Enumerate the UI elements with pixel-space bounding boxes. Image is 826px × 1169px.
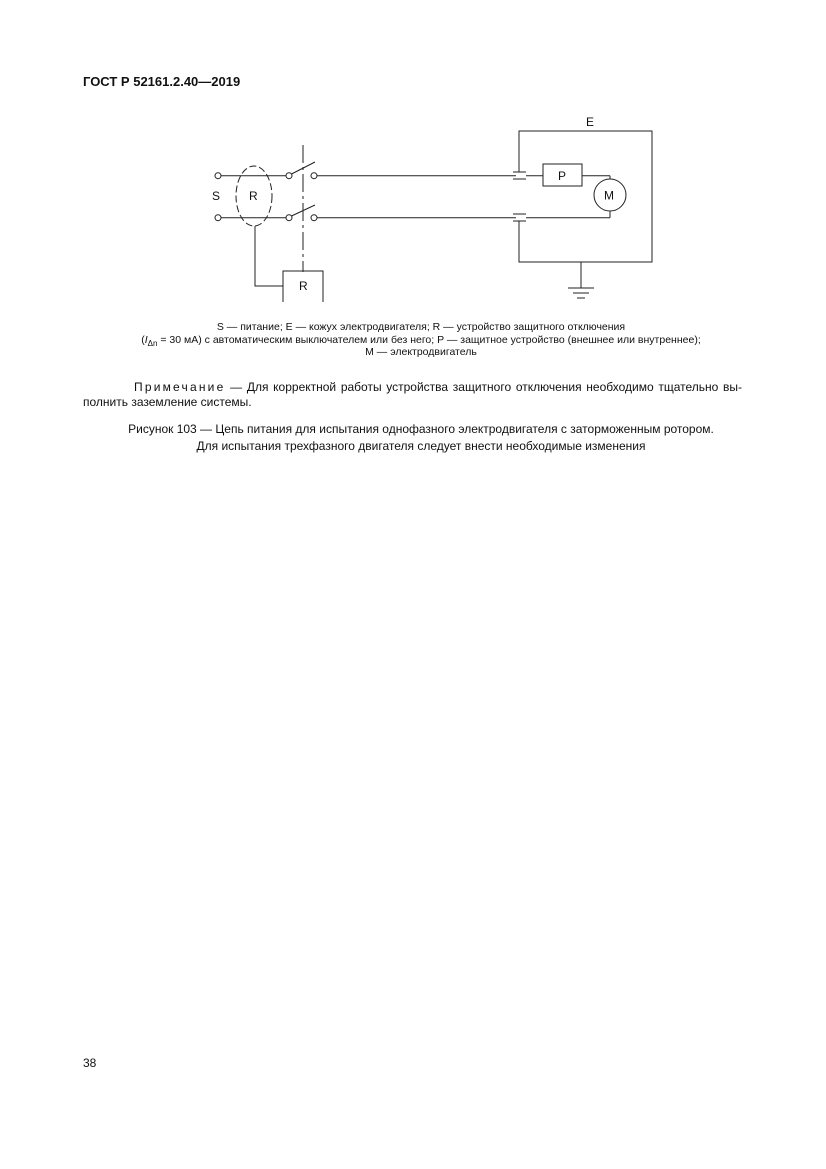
note-label: Примечание	[134, 380, 226, 394]
rcd-sensor-label: R	[249, 189, 258, 203]
protector-label: P	[558, 169, 567, 183]
enclosure-box	[519, 131, 652, 262]
note-text: — Для корректной работы устройства защитного отключения необходимо тщательно вы-полнить заземление системы.	[83, 380, 742, 409]
figure-caption-line-2: Для испытания трехфазного двигателя следует внести необходимые изменения	[196, 439, 646, 453]
page-number: 38	[83, 1056, 97, 1070]
sensor-wire	[255, 226, 283, 286]
figure-caption-line-1: Рисунок 103 — Цепь питания для испытания однофазного электродвигателя с заторможенным ротором.	[128, 422, 714, 436]
legend-subscript: Δn	[147, 339, 158, 349]
rcd-device-label: R	[299, 279, 308, 293]
note	[83, 380, 742, 410]
enclosure-label: E	[586, 115, 595, 129]
phase-line	[215, 162, 610, 179]
motor-label: M	[604, 188, 614, 203]
legend-paren: (	[141, 334, 145, 346]
ground-icon	[568, 262, 594, 298]
circuit-diagram	[200, 110, 660, 310]
supply-label: S	[212, 189, 221, 203]
legend-rest: = 30 мА) с автоматическим выключателем или без него; P — защитное устройство (внешнее или внутреннее);	[157, 334, 701, 346]
document-header: ГОСТ Р 52161.2.40—2019	[83, 74, 241, 89]
legend-symbol: I	[144, 334, 148, 346]
legend-line-1: S — питание; E — кожух электродвигателя; R — устройство защитного отключения	[216, 321, 626, 333]
legend-line-3: M — электродвигатель	[365, 346, 477, 358]
neutral-line	[215, 205, 610, 221]
